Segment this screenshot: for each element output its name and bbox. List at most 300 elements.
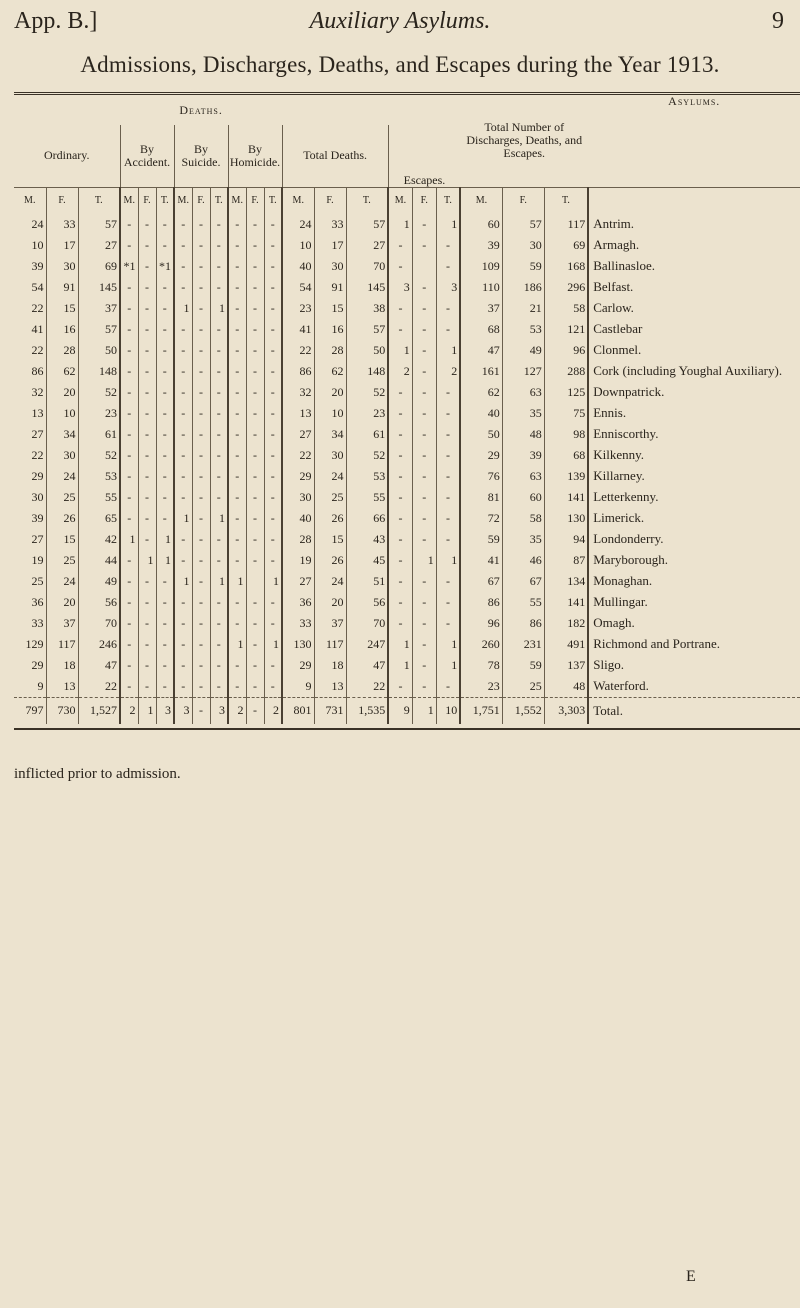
cell-s-t: - bbox=[210, 235, 228, 256]
cell-a-f: - bbox=[138, 256, 156, 277]
cell-o-f: 26 bbox=[46, 508, 78, 529]
cell-e-f: - bbox=[412, 319, 436, 340]
cell-o-f: 730 bbox=[46, 697, 78, 724]
cell-a-m: - bbox=[120, 550, 138, 571]
cell-a-t: - bbox=[156, 277, 174, 298]
cell-h-t: - bbox=[264, 529, 282, 550]
cell-o-f: 30 bbox=[46, 256, 78, 277]
cell-tn-m: 29 bbox=[460, 445, 502, 466]
asylum-name: Castlebar bbox=[593, 321, 643, 336]
cell-o-t: 42 bbox=[78, 529, 120, 550]
cell-e-m: - bbox=[388, 403, 412, 424]
cell-o-f: 25 bbox=[46, 487, 78, 508]
cell-td-f: 13 bbox=[314, 676, 346, 698]
by-accident-header: By Accident. bbox=[120, 125, 174, 187]
cell-s-m: - bbox=[174, 256, 192, 277]
cell-h-m: - bbox=[228, 382, 246, 403]
cell-s-f: - bbox=[192, 235, 210, 256]
cell-o-t: 69 bbox=[78, 256, 120, 277]
cell-tn-t: 182 bbox=[544, 613, 588, 634]
cell-e-m: - bbox=[388, 466, 412, 487]
cell-a-t: - bbox=[156, 298, 174, 319]
cell-tn-t: 121 bbox=[544, 319, 588, 340]
cell-o-f: 24 bbox=[46, 466, 78, 487]
cell-h-m: - bbox=[228, 277, 246, 298]
cell-h-t: 1 bbox=[264, 634, 282, 655]
cell-tn-t: 288 bbox=[544, 361, 588, 382]
cell-td-m: 28 bbox=[282, 529, 314, 550]
cell-e-f bbox=[412, 256, 436, 277]
cell-tn-f: 21 bbox=[502, 298, 544, 319]
cell-td-m: 33 bbox=[282, 613, 314, 634]
asylum-name: Carlow. bbox=[593, 300, 634, 315]
cell-s-f: - bbox=[192, 613, 210, 634]
cell-td-m: 41 bbox=[282, 319, 314, 340]
cell-s-f: - bbox=[192, 256, 210, 277]
cell-tn-t: 134 bbox=[544, 571, 588, 592]
cell-s-f: - bbox=[192, 340, 210, 361]
cell-e-f: - bbox=[412, 592, 436, 613]
cell-td-f: 18 bbox=[314, 655, 346, 676]
cell-o-t: 246 bbox=[78, 634, 120, 655]
cell-o-t: 22 bbox=[78, 676, 120, 698]
cell-e-t: 1 bbox=[436, 214, 460, 235]
cell-tn-t: 141 bbox=[544, 592, 588, 613]
cell-td-f: 34 bbox=[314, 424, 346, 445]
cell-s-f: - bbox=[192, 676, 210, 698]
cell-h-t: - bbox=[264, 445, 282, 466]
cell-h-f bbox=[246, 571, 264, 592]
running-header-left: App. B.] bbox=[14, 8, 98, 34]
cell-a-f: - bbox=[138, 613, 156, 634]
cell-td-m: 23 bbox=[282, 298, 314, 319]
cell-tn-m: 23 bbox=[460, 676, 502, 698]
cell-td-f: 26 bbox=[314, 550, 346, 571]
cell-a-t: - bbox=[156, 655, 174, 676]
cell-td-t: 57 bbox=[346, 319, 388, 340]
cell-s-m: - bbox=[174, 550, 192, 571]
column-label-f: F. bbox=[502, 187, 544, 214]
cell-tn-t: 98 bbox=[544, 424, 588, 445]
cell-h-f: - bbox=[246, 403, 264, 424]
cell-o-t: 52 bbox=[78, 382, 120, 403]
cell-s-t: - bbox=[210, 403, 228, 424]
cell-s-t: - bbox=[210, 214, 228, 235]
cell-s-m: - bbox=[174, 403, 192, 424]
cell-e-t: 3 bbox=[436, 277, 460, 298]
cell-tn-f: 49 bbox=[502, 340, 544, 361]
cell-o-t: 49 bbox=[78, 571, 120, 592]
cell-tn-t: 125 bbox=[544, 382, 588, 403]
asylum-name: Clonmel. bbox=[593, 342, 642, 357]
cell-a-f: - bbox=[138, 214, 156, 235]
cell-o-t: 44 bbox=[78, 550, 120, 571]
table-row bbox=[14, 340, 800, 361]
cell-e-t: - bbox=[436, 403, 460, 424]
cell-o-t: 50 bbox=[78, 340, 120, 361]
cell-tn-m: 72 bbox=[460, 508, 502, 529]
cell-o-m: 797 bbox=[14, 697, 46, 724]
column-label-m: M. bbox=[174, 187, 192, 214]
cell-e-f: - bbox=[412, 655, 436, 676]
cell-s-f: - bbox=[192, 424, 210, 445]
cell-a-f: - bbox=[138, 529, 156, 550]
asylum-name: Waterford. bbox=[593, 678, 649, 693]
cell-s-t: 1 bbox=[210, 298, 228, 319]
cell-s-m: - bbox=[174, 655, 192, 676]
cell-h-m: - bbox=[228, 466, 246, 487]
cell-s-m: - bbox=[174, 214, 192, 235]
cell-s-t: 1 bbox=[210, 508, 228, 529]
cell-o-t: 65 bbox=[78, 508, 120, 529]
cell-h-t: 1 bbox=[264, 571, 282, 592]
cell-tn-f: 86 bbox=[502, 613, 544, 634]
cell-tn-t: 94 bbox=[544, 529, 588, 550]
cell-s-f: - bbox=[192, 592, 210, 613]
cell-a-t: - bbox=[156, 466, 174, 487]
cell-tn-f: 39 bbox=[502, 445, 544, 466]
cell-s-m: 1 bbox=[174, 298, 192, 319]
cell-e-m: - bbox=[388, 319, 412, 340]
cell-tn-f: 35 bbox=[502, 529, 544, 550]
cell-tn-f: 59 bbox=[502, 655, 544, 676]
cell-tn-m: 37 bbox=[460, 298, 502, 319]
cell-a-m: - bbox=[120, 655, 138, 676]
cell-tn-f: 127 bbox=[502, 361, 544, 382]
asylum-name: Enniscorthy. bbox=[593, 426, 659, 441]
cell-s-t: - bbox=[210, 550, 228, 571]
cell-e-t: - bbox=[436, 256, 460, 277]
table-row bbox=[14, 487, 800, 508]
cell-s-t: 3 bbox=[210, 697, 228, 724]
cell-a-m: - bbox=[120, 466, 138, 487]
cell-s-m: - bbox=[174, 613, 192, 634]
cell-tn-m: 39 bbox=[460, 235, 502, 256]
cell-tn-m: 68 bbox=[460, 319, 502, 340]
cell-td-t: 51 bbox=[346, 571, 388, 592]
cell-tn-m: 86 bbox=[460, 592, 502, 613]
cell-tn-t: 130 bbox=[544, 508, 588, 529]
cell-tn-m: 81 bbox=[460, 487, 502, 508]
cell-s-f: - bbox=[192, 571, 210, 592]
cell-s-f: - bbox=[192, 487, 210, 508]
cell-o-t: 52 bbox=[78, 445, 120, 466]
cell-e-t: - bbox=[436, 508, 460, 529]
cell-tn-f: 63 bbox=[502, 466, 544, 487]
cell-o-f: 17 bbox=[46, 235, 78, 256]
cell-tn-t: 69 bbox=[544, 235, 588, 256]
cell-td-t: 66 bbox=[346, 508, 388, 529]
cell-tn-t: 168 bbox=[544, 256, 588, 277]
cell-s-m: - bbox=[174, 445, 192, 466]
cell-a-m: - bbox=[120, 424, 138, 445]
cell-o-t: 57 bbox=[78, 214, 120, 235]
cell-a-t: - bbox=[156, 613, 174, 634]
cell-tn-f: 63 bbox=[502, 382, 544, 403]
cell-h-m: 1 bbox=[228, 634, 246, 655]
cell-a-t: - bbox=[156, 235, 174, 256]
cell-tn-f: 231 bbox=[502, 634, 544, 655]
cell-tn-m: 50 bbox=[460, 424, 502, 445]
page-number: 9 bbox=[772, 8, 784, 34]
cell-e-t: - bbox=[436, 592, 460, 613]
cell-s-f: - bbox=[192, 655, 210, 676]
column-label-t: T. bbox=[436, 187, 460, 214]
column-label-m: M. bbox=[120, 187, 138, 214]
cell-td-f: 16 bbox=[314, 319, 346, 340]
cell-o-m: 9 bbox=[14, 676, 46, 698]
cell-o-m: 32 bbox=[14, 382, 46, 403]
cell-e-t: - bbox=[436, 445, 460, 466]
asylum-name: Monaghan. bbox=[593, 573, 653, 588]
cell-e-m: - bbox=[388, 529, 412, 550]
cell-tn-m: 109 bbox=[460, 256, 502, 277]
cell-a-m: - bbox=[120, 445, 138, 466]
cell-td-f: 91 bbox=[314, 277, 346, 298]
cell-h-t: - bbox=[264, 466, 282, 487]
cell-h-t: - bbox=[264, 340, 282, 361]
cell-tn-t: 296 bbox=[544, 277, 588, 298]
cell-tn-m: 110 bbox=[460, 277, 502, 298]
cell-e-t: - bbox=[436, 319, 460, 340]
cell-e-m: 3 bbox=[388, 277, 412, 298]
cell-a-t: - bbox=[156, 214, 174, 235]
cell-h-f: - bbox=[246, 298, 264, 319]
cell-e-t: 1 bbox=[436, 340, 460, 361]
cell-h-m: 2 bbox=[228, 697, 246, 724]
cell-h-f: - bbox=[246, 361, 264, 382]
cell-e-m: - bbox=[388, 424, 412, 445]
asylum-name: Antrim. bbox=[593, 216, 635, 231]
cell-a-t: - bbox=[156, 445, 174, 466]
cell-s-m: - bbox=[174, 487, 192, 508]
cell-tn-f: 53 bbox=[502, 319, 544, 340]
cell-tn-f: 48 bbox=[502, 424, 544, 445]
cell-o-t: 27 bbox=[78, 235, 120, 256]
cell-td-f: 24 bbox=[314, 571, 346, 592]
table-row bbox=[14, 529, 800, 550]
cell-s-m: - bbox=[174, 361, 192, 382]
cell-h-m: - bbox=[228, 487, 246, 508]
cell-a-m: - bbox=[120, 508, 138, 529]
cell-e-f: - bbox=[412, 277, 436, 298]
column-label-t: T. bbox=[346, 187, 388, 214]
cell-e-f: - bbox=[412, 235, 436, 256]
cell-td-t: 47 bbox=[346, 655, 388, 676]
cell-tn-m: 76 bbox=[460, 466, 502, 487]
cell-td-t: 56 bbox=[346, 592, 388, 613]
cell-a-m: - bbox=[120, 571, 138, 592]
cell-a-f: - bbox=[138, 235, 156, 256]
cell-td-m: 24 bbox=[282, 214, 314, 235]
cell-h-t: - bbox=[264, 508, 282, 529]
cell-td-t: 70 bbox=[346, 613, 388, 634]
cell-h-f: - bbox=[246, 277, 264, 298]
cell-o-m: 13 bbox=[14, 403, 46, 424]
cell-td-m: 40 bbox=[282, 256, 314, 277]
cell-td-m: 36 bbox=[282, 592, 314, 613]
cell-s-f: - bbox=[192, 214, 210, 235]
cell-h-f: - bbox=[246, 592, 264, 613]
cell-h-m: - bbox=[228, 256, 246, 277]
cell-a-m: - bbox=[120, 319, 138, 340]
table-row bbox=[14, 445, 800, 466]
cell-h-f: - bbox=[246, 676, 264, 698]
cell-e-t: 1 bbox=[436, 550, 460, 571]
cell-o-f: 15 bbox=[46, 298, 78, 319]
cell-td-t: 52 bbox=[346, 445, 388, 466]
cell-e-f: - bbox=[412, 676, 436, 698]
column-label-m: M. bbox=[282, 187, 314, 214]
cell-o-m: 22 bbox=[14, 298, 46, 319]
cell-a-f: 1 bbox=[138, 550, 156, 571]
table-row bbox=[14, 634, 800, 655]
asylum-name: Letterkenny. bbox=[593, 489, 659, 504]
cell-td-m: 801 bbox=[282, 697, 314, 724]
cell-e-m: - bbox=[388, 487, 412, 508]
cell-tn-f: 59 bbox=[502, 256, 544, 277]
cell-td-m: 32 bbox=[282, 382, 314, 403]
cell-tn-m: 96 bbox=[460, 613, 502, 634]
cell-h-m: - bbox=[228, 550, 246, 571]
cell-td-m: 10 bbox=[282, 235, 314, 256]
cell-td-t: 61 bbox=[346, 424, 388, 445]
cell-e-f: - bbox=[412, 214, 436, 235]
column-label-t: T. bbox=[210, 187, 228, 214]
cell-tn-t: 139 bbox=[544, 466, 588, 487]
page-signature-mark: E bbox=[686, 1268, 696, 1285]
cell-e-f: - bbox=[412, 361, 436, 382]
cell-e-t: - bbox=[436, 571, 460, 592]
cell-s-t: 1 bbox=[210, 571, 228, 592]
cell-o-f: 20 bbox=[46, 592, 78, 613]
cell-a-f: - bbox=[138, 319, 156, 340]
cell-o-m: 39 bbox=[14, 256, 46, 277]
cell-e-f: - bbox=[412, 403, 436, 424]
cell-o-t: 23 bbox=[78, 403, 120, 424]
cell-e-m: 9 bbox=[388, 697, 412, 724]
cell-s-m: - bbox=[174, 382, 192, 403]
cell-s-m: - bbox=[174, 634, 192, 655]
cell-h-t: - bbox=[264, 403, 282, 424]
cell-h-f: - bbox=[246, 550, 264, 571]
cell-td-m: 29 bbox=[282, 466, 314, 487]
cell-tn-t: 141 bbox=[544, 487, 588, 508]
table-row bbox=[14, 508, 800, 529]
cell-h-t: - bbox=[264, 613, 282, 634]
cell-e-m: - bbox=[388, 382, 412, 403]
running-header-title: Auxiliary Asylums. bbox=[309, 8, 491, 34]
cell-o-t: 1,527 bbox=[78, 697, 120, 724]
column-label-t: T. bbox=[264, 187, 282, 214]
table-row bbox=[14, 466, 800, 487]
cell-tn-t: 87 bbox=[544, 550, 588, 571]
cell-o-t: 47 bbox=[78, 655, 120, 676]
total-row bbox=[14, 697, 800, 724]
cell-e-f: - bbox=[412, 571, 436, 592]
cell-td-f: 20 bbox=[314, 382, 346, 403]
cell-tn-f: 25 bbox=[502, 676, 544, 698]
cell-o-t: 53 bbox=[78, 466, 120, 487]
cell-e-m: - bbox=[388, 256, 412, 277]
cell-o-m: 33 bbox=[14, 613, 46, 634]
cell-a-t: - bbox=[156, 571, 174, 592]
cell-s-t: - bbox=[210, 592, 228, 613]
cell-td-t: 1,535 bbox=[346, 697, 388, 724]
column-label-t: T. bbox=[78, 187, 120, 214]
cell-h-m: - bbox=[228, 235, 246, 256]
cell-e-f: - bbox=[412, 298, 436, 319]
cell-o-f: 91 bbox=[46, 277, 78, 298]
cell-a-f: - bbox=[138, 298, 156, 319]
cell-e-t: 10 bbox=[436, 697, 460, 724]
table-row bbox=[14, 550, 800, 571]
bottom-rule bbox=[14, 728, 800, 730]
cell-td-m: 22 bbox=[282, 445, 314, 466]
cell-h-t: - bbox=[264, 256, 282, 277]
cell-e-m: - bbox=[388, 445, 412, 466]
by-homicide-header: By Homicide. bbox=[228, 125, 282, 187]
cell-e-f: - bbox=[412, 340, 436, 361]
cell-a-f: - bbox=[138, 487, 156, 508]
column-label-m: M. bbox=[14, 187, 46, 214]
asylum-name: Richmond and Portrane. bbox=[593, 636, 720, 651]
cell-o-f: 18 bbox=[46, 655, 78, 676]
cell-e-f: - bbox=[412, 382, 436, 403]
cell-h-f: - bbox=[246, 340, 264, 361]
cell-a-t: - bbox=[156, 508, 174, 529]
cell-h-m: - bbox=[228, 613, 246, 634]
cell-e-m: - bbox=[388, 613, 412, 634]
cell-o-f: 10 bbox=[46, 403, 78, 424]
cell-a-m: - bbox=[120, 235, 138, 256]
cell-s-f: - bbox=[192, 634, 210, 655]
cell-td-m: 9 bbox=[282, 676, 314, 698]
cell-e-t: - bbox=[436, 676, 460, 698]
cell-h-f: - bbox=[246, 697, 264, 724]
table-row bbox=[14, 277, 800, 298]
table-row bbox=[14, 256, 800, 277]
cell-s-f: - bbox=[192, 277, 210, 298]
cell-a-t: - bbox=[156, 487, 174, 508]
statistics-table-wrapper bbox=[14, 92, 800, 730]
cell-a-f: - bbox=[138, 466, 156, 487]
asylum-name: Killarney. bbox=[593, 468, 645, 483]
cell-a-t: - bbox=[156, 634, 174, 655]
cell-h-f: - bbox=[246, 613, 264, 634]
table-row bbox=[14, 361, 800, 382]
cell-h-t: - bbox=[264, 655, 282, 676]
cell-o-t: 57 bbox=[78, 319, 120, 340]
cell-o-t: 61 bbox=[78, 424, 120, 445]
cell-a-m: - bbox=[120, 592, 138, 613]
cell-a-m: - bbox=[120, 277, 138, 298]
cell-e-f: 1 bbox=[412, 550, 436, 571]
cell-s-m: - bbox=[174, 277, 192, 298]
cell-s-t: - bbox=[210, 634, 228, 655]
table-row bbox=[14, 403, 800, 424]
cell-a-f: - bbox=[138, 403, 156, 424]
cell-o-m: 25 bbox=[14, 571, 46, 592]
cell-h-f: - bbox=[246, 655, 264, 676]
cell-e-f: - bbox=[412, 508, 436, 529]
cell-a-f: - bbox=[138, 382, 156, 403]
cell-o-m: 27 bbox=[14, 529, 46, 550]
cell-s-m: - bbox=[174, 592, 192, 613]
cell-h-f: - bbox=[246, 382, 264, 403]
column-label-m: M. bbox=[228, 187, 246, 214]
cell-td-m: 27 bbox=[282, 571, 314, 592]
